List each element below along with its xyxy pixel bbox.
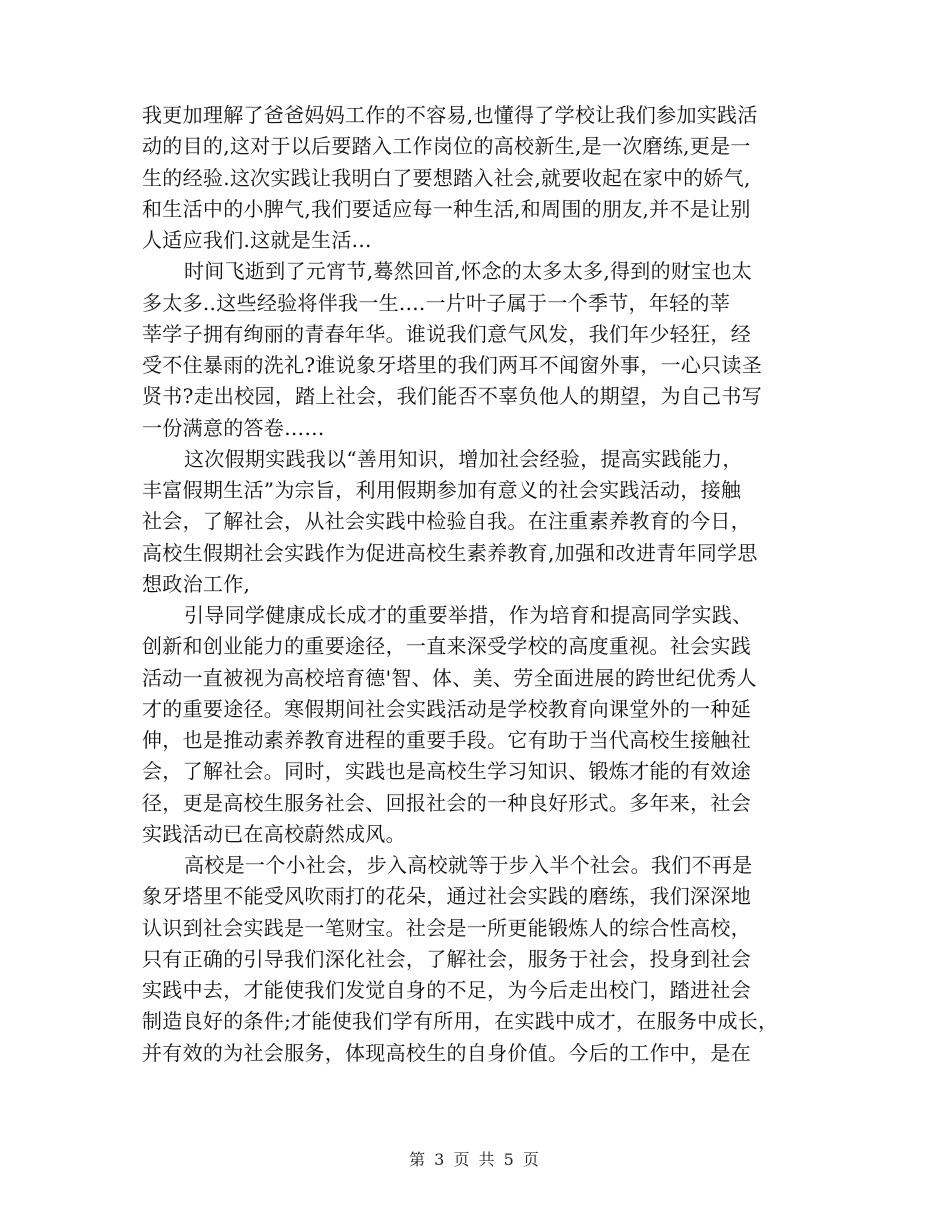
text-line: 贤书?走出校园，踏上社会，我们能否不辜负他人的期望，为自己书写 xyxy=(142,384,763,409)
text-line: 才的重要途径。寒假期间社会实践活动是学校教育向课堂外的一种延 xyxy=(142,696,751,721)
text-line: 会，了解社会。同时，实践也是高校生学习知识、锻炼才能的有效途 xyxy=(142,759,751,784)
text-line: 高校是一个小社会，步入高校就等于步入半个社会。我们不再是 xyxy=(184,853,753,877)
text-line: 我更加理解了爸爸妈妈工作的不容易,也懂得了学校让我们参加实践活 xyxy=(142,103,758,127)
text-line: 并有效的为社会服务，体现高校生的自身价值。今后的工作中，是在 xyxy=(142,1040,751,1065)
text-line: 动的目的,这对于以后要踏入工作岗位的高校新生,是一次磨练,更是一 xyxy=(142,134,751,159)
text-line: 莘学子拥有绚丽的青春年华。谁说我们意气风发，我们年少轻狂，经 xyxy=(142,321,751,346)
text-line: 象牙塔里不能受风吹雨打的花朵，通过社会实践的磨练，我们深深地 xyxy=(142,884,751,909)
paragraph-5 xyxy=(142,850,812,1069)
text-line: 受不住暴雨的洗礼?谁说象牙塔里的我们两耳不闻窗外事，一心只读圣 xyxy=(142,353,763,377)
text-line: 引导同学健康成长成才的重要举措，作为培育和提高同学实践、 xyxy=(184,603,753,627)
text-line: 这次假期实践我以“善用知识，增加社会经验，提高实践能力， xyxy=(184,446,743,471)
page-number: 第 3 页 共 5 页 xyxy=(409,1150,541,1169)
text-line: 时间飞逝到了元宵节,蓦然回首,怀念的太多太多,得到的财宝也太 xyxy=(184,259,753,284)
text-line: 和生活中的小脾气,我们要适应每一种生活,和周围的朋友,并不是让别 xyxy=(142,196,751,221)
text-line: 只有正确的引导我们深化社会，了解社会，服务于社会，投身到社会 xyxy=(142,946,751,971)
paragraph-4 xyxy=(142,600,812,850)
text-line: 高校生假期社会实践作为促进高校生素养教育,加强和改进青年同学思 xyxy=(142,540,758,565)
text-line: 人适应我们.这就是生活... xyxy=(142,228,372,252)
text-line: 创新和创业能力的重要途径，一直来深受学校的高度重视。社会实践 xyxy=(142,634,751,659)
text-line: 活动一直被视为高校培育德'智、体、美、劳全面进展的跨世纪优秀人 xyxy=(142,665,757,690)
body-text xyxy=(142,100,812,1069)
text-line: 丰富假期生活”为宗旨，利用假期参加有意义的社会实践活动，接触 xyxy=(142,478,742,502)
text-line: 一份满意的答卷…… xyxy=(142,415,325,440)
paragraph-1 xyxy=(142,100,812,256)
text-line: 实践活动已在高校蔚然成风。 xyxy=(142,821,406,846)
text-line: 径，更是高校生服务社会、回报社会的一种良好形式。多年来，社会 xyxy=(142,790,751,815)
text-line: 社会，了解社会，从社会实践中检验自我。在注重素养教育的今日， xyxy=(142,509,751,534)
text-line: 认识到社会实践是一笔财宝。社会是一所更能锻炼人的综合性高校， xyxy=(142,915,751,940)
text-line: 制造良好的条件;才能使我们学有所用，在实践中成才，在服务中成长， xyxy=(142,1009,779,1034)
paragraph-2 xyxy=(142,256,812,444)
text-line: 多太多..这些经验将伴我一生....一片叶子属于一个季节，年轻的莘 xyxy=(142,290,731,315)
text-line: 想政治工作, xyxy=(142,571,251,596)
text-line: 生的经验.这次实践让我明白了要想踏入社会,就要收起在家中的娇气, xyxy=(142,165,751,190)
text-line: 实践中去，才能使我们发觉自身的不足，为今后走出校门，踏进社会 xyxy=(142,978,751,1002)
text-line: 伸，也是推动素养教育进程的重要手段。它有助于当代高校生接触社 xyxy=(142,728,751,752)
paragraph-3 xyxy=(142,444,812,600)
